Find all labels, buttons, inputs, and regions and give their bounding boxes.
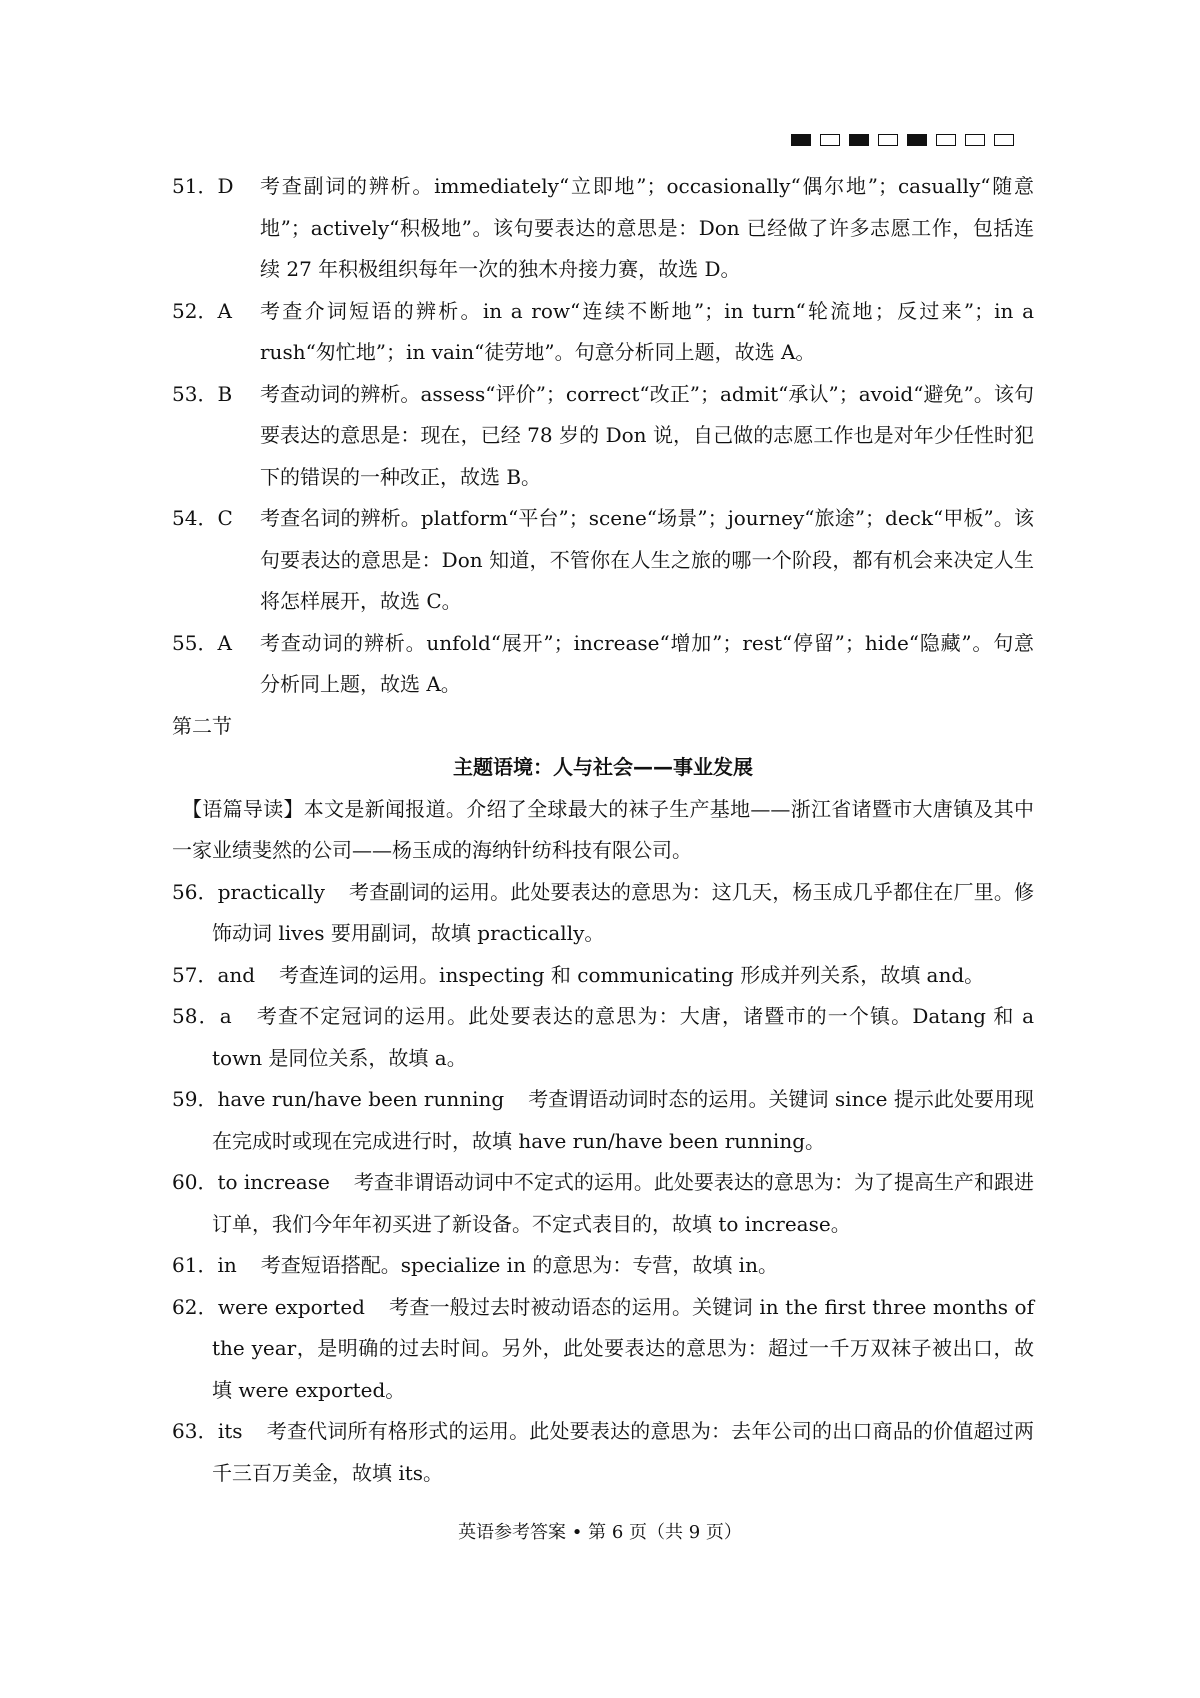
item-explanation: 考查短语搭配。specialize in 的意思为：专营，故填 in。 xyxy=(260,1253,778,1277)
answer-content xyxy=(172,166,1034,1494)
item-explanation: 考查非谓语动词中不定式的运用。此处要表达的意思为：为了提高生产和跟进订单，我们今年年初买进了新设备。不定式表目的，故填 to increase。 xyxy=(212,1170,1034,1236)
item-number: 56． xyxy=(172,879,218,904)
answer-item xyxy=(172,1411,1034,1494)
section-label: 第二节 xyxy=(172,713,232,738)
answer-item xyxy=(172,996,1034,1079)
answer-item xyxy=(172,872,1034,955)
item-number: 54．C xyxy=(172,506,233,530)
answer-item xyxy=(172,291,1034,374)
answer-item xyxy=(172,374,1034,499)
item-explanation: 考查副词的运用。此处要表达的意思为：这几天，杨玉成几乎都住在厂里。修饰动词 lives 要用副词，故填 practically。 xyxy=(212,879,1034,945)
answer-item xyxy=(172,955,1034,997)
answer-item xyxy=(172,498,1034,623)
fill-in-answers xyxy=(172,872,1034,1495)
item-explanation: 考查介词短语的辨析。in a row“连续不断地”；in turn“轮流地；反过来”；in a rush“匆忙地”；in vain“徒劳地”。句意分析同上题，故选 A。 xyxy=(260,298,1034,364)
item-answer: its xyxy=(217,1419,243,1443)
item-number: 58． xyxy=(172,1004,220,1028)
answer-item xyxy=(172,1079,1034,1162)
item-number: 51．D xyxy=(172,174,234,198)
page-position-marks xyxy=(791,134,1014,146)
item-explanation: 考查动词的辨析。unfold“展开”；increase“增加”；rest“停留”；hide“隐藏”。句意分析同上题，故选 A。 xyxy=(260,630,1034,696)
answer-item xyxy=(172,1245,1034,1287)
page-mark-6 xyxy=(936,134,956,146)
item-number: 61． xyxy=(172,1253,218,1277)
item-number: 57． xyxy=(172,962,218,987)
item-number: 52．A xyxy=(172,298,232,323)
item-answer: practically xyxy=(217,879,325,904)
item-answer: were exported xyxy=(217,1294,365,1319)
page-mark-7 xyxy=(965,134,985,146)
answer-item xyxy=(172,1287,1034,1412)
item-number: 53．B xyxy=(172,381,233,406)
item-number: 62． xyxy=(172,1294,218,1319)
item-explanation: 考查连词的运用。inspecting 和 communicating 形成并列关系，故填 and。 xyxy=(279,962,985,987)
item-explanation: 考查不定冠词的运用。此处要表达的意思为：大唐，诸暨市的一个镇。Datang 和 a town 是同位关系，故填 a。 xyxy=(212,1004,1034,1070)
reading-guide: 【语篇导读】本文是新闻报道。介绍了全球最大的袜子生产基地——浙江省诸暨市大唐镇及其中一家业绩斐然的公司——杨玉成的海纳针纺科技有限公司。 xyxy=(172,796,1034,862)
item-explanation: 考查谓语动词时态的运用。关键词 since 提示此处要用现在完成时或现在完成进行时，故填 have run/have been running。 xyxy=(212,1087,1035,1153)
item-number: 55．A xyxy=(172,630,232,655)
answer-item xyxy=(172,623,1034,706)
page-mark-5 xyxy=(907,134,927,146)
page-mark-2 xyxy=(820,134,840,146)
answer-item xyxy=(172,1162,1034,1245)
item-explanation: 考查副词的辨析。immediately“立即地”；occasionally“偶尔地”；casually“随意地”；actively“积极地”。该句要表达的意思是：Don 已经做了许多志愿工作，包括连续 27 年积极组织每年一次的独木舟接力赛，故选 D。 xyxy=(260,174,1034,281)
item-explanation: 考查名词的辨析。platform“平台”；scene“场景”；journey“旅途”；deck“甲板”。该句要表达的意思是：Don 知道，不管你在人生之旅的哪一个阶段，都有机会来决定人生将怎样展开，故选 C。 xyxy=(260,506,1034,613)
page-footer: 英语参考答案 • 第 6 页（共 9 页） xyxy=(458,1522,742,1543)
theme-heading: 主题语境：人与社会——事业发展 xyxy=(453,755,753,779)
answer-item xyxy=(172,166,1034,291)
item-explanation: 考查代词所有格形式的运用。此处要表达的意思为：去年公司的出口商品的价值超过两千三百万美金，故填 its。 xyxy=(212,1419,1034,1485)
page-mark-3 xyxy=(849,134,869,146)
item-answer: have run/have been running xyxy=(217,1087,505,1111)
item-answer: and xyxy=(217,962,256,987)
item-number: 63． xyxy=(172,1419,218,1443)
item-answer: to increase xyxy=(217,1170,330,1194)
page-mark-4 xyxy=(878,134,898,146)
item-number: 60． xyxy=(172,1170,218,1194)
item-answer: in xyxy=(217,1253,237,1277)
item-number: 59． xyxy=(172,1087,218,1111)
page-mark-1 xyxy=(791,134,811,146)
item-answer: a xyxy=(219,1004,232,1028)
item-explanation: 考查一般过去时被动语态的运用。关键词 in the first three months of the year，是明确的过去时间。另外，此处要表达的意思为：超过一千万双袜子被出口，故填 were exported。 xyxy=(212,1294,1035,1402)
page-mark-8 xyxy=(994,134,1014,146)
item-explanation: 考查动词的辨析。assess“评价”；correct“改正”；admit“承认”；avoid“避免”。该句要表达的意思是：现在，已经 78 岁的 Don 说，自己做的志愿工作也是对年少任性时犯下的错误的一种改正，故选 B。 xyxy=(260,381,1034,489)
